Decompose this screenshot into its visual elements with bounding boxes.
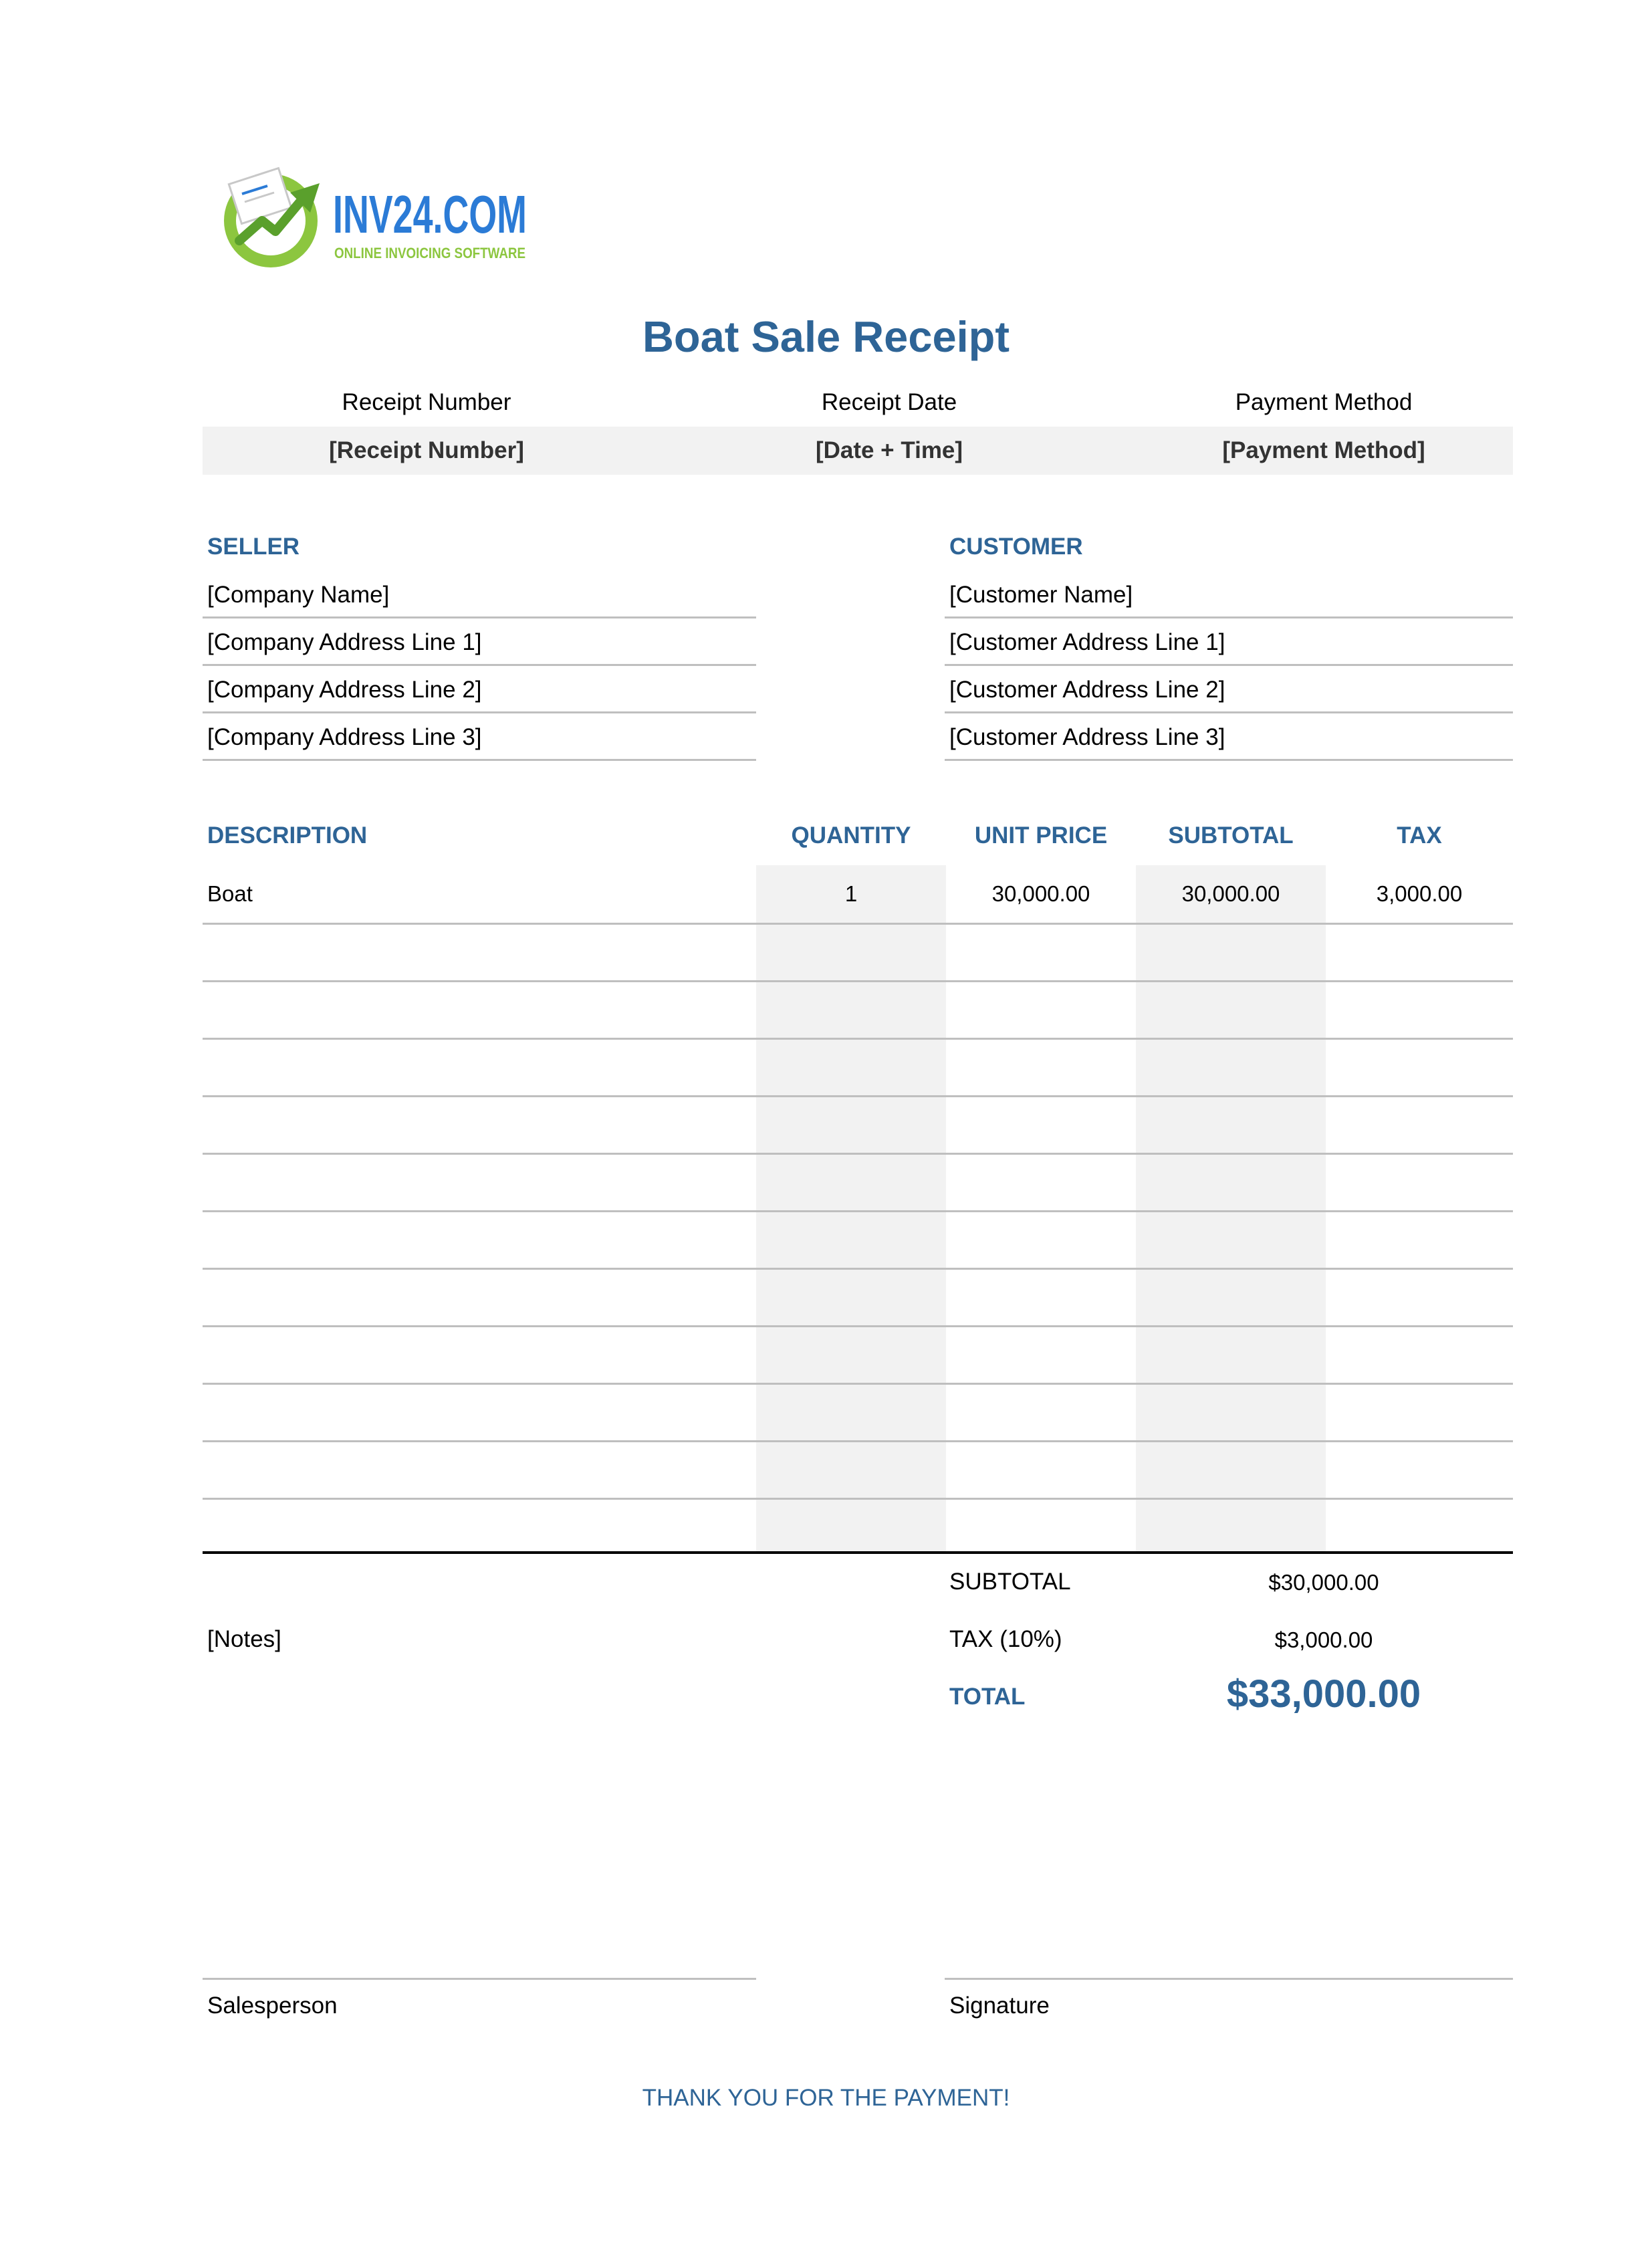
- company-logo: [221, 167, 535, 274]
- seller-address-line-1: [Company Address Line 1]: [203, 618, 756, 666]
- customer-name: [Customer Name]: [945, 571, 1513, 618]
- summary-subtotal-label: SUBTOTAL: [949, 1569, 1071, 1595]
- summary-subtotal-value: $30,000.00: [1268, 1570, 1379, 1595]
- item-quantity: 1: [844, 881, 858, 906]
- signature-label: Signature: [949, 1993, 1050, 2019]
- receipt-date-value: [Date + Time]: [815, 437, 963, 463]
- logo-emblem-icon: [221, 167, 535, 274]
- table-row-divider: [203, 1095, 1513, 1097]
- seller-address-line-3: [Company Address Line 3]: [203, 713, 756, 761]
- summary-tax-value: $3,000.00: [1274, 1627, 1373, 1652]
- item-subtotal: 30,000.00: [1181, 881, 1280, 906]
- item-tax: 3,000.00: [1376, 881, 1463, 906]
- payment-method-label: Payment Method: [1235, 389, 1413, 415]
- customer-signature-line: [945, 1978, 1513, 1980]
- customer-heading: CUSTOMER: [949, 534, 1083, 560]
- col-subtotal-header: SUBTOTAL: [1168, 822, 1294, 848]
- table-row-divider: [203, 1498, 1513, 1500]
- table-row-divider: [203, 1325, 1513, 1327]
- seller-block: [203, 571, 756, 761]
- col-tax-header: TAX: [1397, 822, 1442, 848]
- quantity-column-shade: [756, 865, 946, 1551]
- salesperson-label: Salesperson: [207, 1993, 338, 2019]
- table-row-divider: [203, 980, 1513, 982]
- col-description-header: DESCRIPTION: [207, 822, 368, 848]
- col-unit-price-header: UNIT PRICE: [974, 822, 1108, 848]
- customer-address-line-3: [Customer Address Line 3]: [945, 713, 1513, 761]
- payment-method-value: [Payment Method]: [1222, 437, 1425, 463]
- table-row-divider: [203, 1383, 1513, 1385]
- table-row-divider: [203, 1268, 1513, 1270]
- table-row-divider: [203, 1210, 1513, 1212]
- table-row-divider: [203, 1440, 1513, 1442]
- receipt-number-value: [Receipt Number]: [329, 437, 524, 463]
- summary-total-value: $33,000.00: [1226, 1672, 1421, 1716]
- table-row-divider: [203, 1038, 1513, 1040]
- table-row-divider: [203, 923, 1513, 925]
- summary-tax-label: TAX (10%): [949, 1626, 1062, 1652]
- receipt-date-label: Receipt Date: [821, 389, 957, 415]
- seller-company-name: [Company Name]: [203, 571, 756, 618]
- col-quantity-header: QUANTITY: [791, 822, 911, 848]
- customer-address-line-2: [Customer Address Line 2]: [945, 666, 1513, 713]
- summary-total-label: TOTAL: [949, 1684, 1026, 1710]
- receipt-number-label: Receipt Number: [342, 389, 511, 415]
- seller-heading: SELLER: [207, 534, 300, 560]
- customer-block: [945, 571, 1513, 761]
- logo-wordmark: INV24.COM: [333, 185, 527, 244]
- subtotal-column-shade: [1136, 865, 1326, 1551]
- page-title: Boat Sale Receipt: [642, 312, 1010, 361]
- seller-address-line-2: [Company Address Line 2]: [203, 666, 756, 713]
- item-description: Boat: [207, 881, 253, 906]
- logo-tagline: ONLINE INVOICING SOFTWARE: [334, 245, 525, 261]
- item-unit-price: 30,000.00: [991, 881, 1090, 906]
- table-bottom-rule: [203, 1551, 1513, 1554]
- salesperson-signature-line: [203, 1978, 756, 1980]
- customer-address-line-1: [Customer Address Line 1]: [945, 618, 1513, 666]
- table-row-divider: [203, 1153, 1513, 1155]
- notes: [Notes]: [207, 1626, 281, 1652]
- thank-you-footer: THANK YOU FOR THE PAYMENT!: [642, 2085, 1010, 2111]
